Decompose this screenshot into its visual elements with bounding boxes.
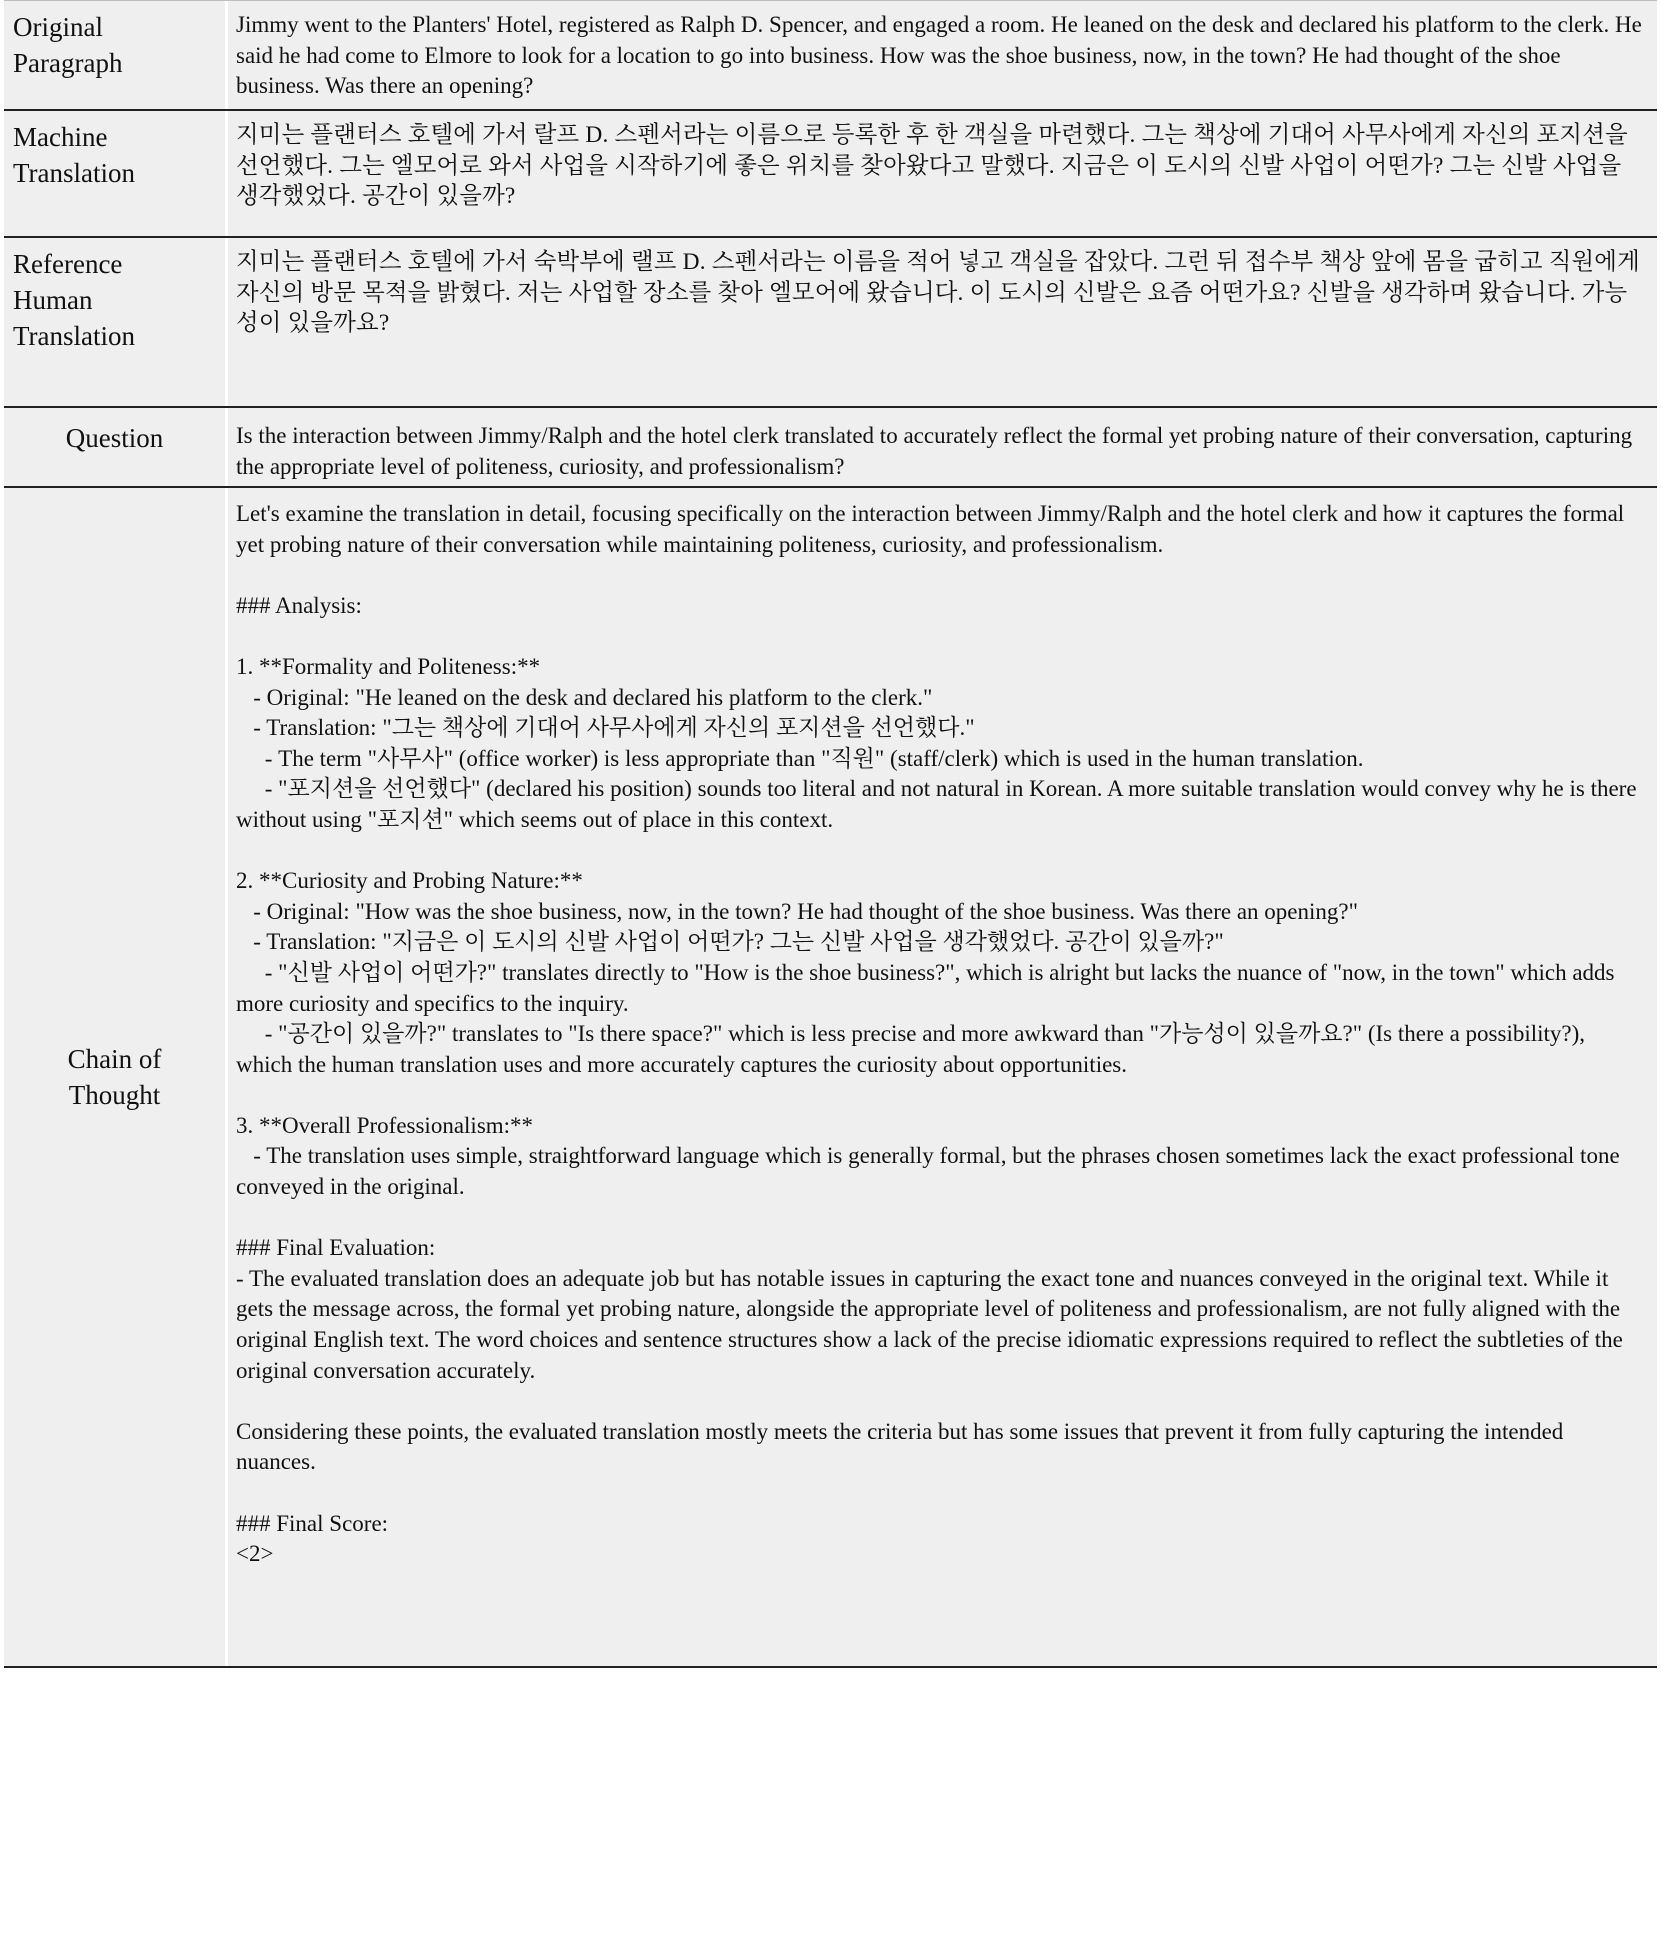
original-paragraph-label: Original Paragraph — [4, 1, 228, 109]
machine-translation-text: 지미는 플랜터스 호텔에 가서 랄프 D. 스펜서라는 이름으로 등록한 후 한 객실을 마련했다. 그는 책상에 기대어 사무사에게 자신의 포지션을 선언했다. 그는 엘모어로 와서 사업을 시작하기에 좋은 위치를 찾아왔다고 말했다. 지금은 이 도시의 신발 사업이 어떤가? 그는 신발 사업을 생각했었다. 공간이 있을까? — [236, 122, 1634, 210]
evaluation-table — [4, 0, 1657, 1668]
chain-of-thought-label: Chain of Thought — [4, 488, 228, 1666]
reference-translation-text: 지미는 플랜터스 호텔에 가서 숙박부에 랠프 D. 스펜서라는 이름을 적어 넣고 객실을 잡았다. 그런 뒤 접수부 책상 앞에 몸을 굽히고 직원에게 자신의 방문 목적을 밝혔다. 저는 사업할 장소를 찾아 엘모어에 왔습니다. 이 도시의 신발은 요즘 어떤가요? 신발을 생각하며 왔습니다. 가능성이 있을까요? — [236, 249, 1646, 337]
reference-translation-label: Reference Human Translation — [4, 238, 228, 406]
chain-of-thought-text: Let's examine the translation in detail, focusing specifically on the interaction between Jimmy/Ralph and the hotel clerk and how it captures the formal yet probing nature of their conversation while maintaining politeness, curiosity, and professionalism. ### Analysis: 1. **Formality and Politeness:** - Original: "He leaned on the desk and declared his platform to the clerk." - Translation: "그는 책상에 기대어 사무사에게 자신의 포지션을 선언했다." - The term "사무사" (office worker) is less appropriate than "직원" (staff/clerk) which is used in the human translation. - "포지션을 선언했다" (declared his position) sounds too literal and not natural in Korean. A more suitable translation would convey why he is there without using "포지션" which seems out of place in this context. 2. **Curiosity and Probing Nature:** - Original: "How was the shoe business, now, in the town? He had thought of the shoe business. Was there an opening?" - Translation: "지금은 이 도시의 신발 사업이 어떤가? 그는 신발 사업을 생각했었다. 공간이 있을까?" - "신발 사업이 어떤가?" translates directly to "How is the shoe business?", which is alright but lacks the nuance of "now, in the town" which adds more curiosity and specifics to the inquiry. - "공간이 있을까?" translates to "Is there space?" which is less precise and more awkward than "가능성이 있을까요?" (Is there a possibility?), which the human translation uses and more accurately captures the curiosity about opportunities. 3. **Overall Professionalism:** - The translation uses simple, straightforward language which is generally formal, but the phrases chosen sometimes lack the exact professional tone conveyed in the original. ### Final Evaluation: - The evaluated translation does an adequate job but has notable issues in capturing the exact tone and nuances conveyed in the original text. While it gets the message across, the formal yet probing nature, alongside the appropriate level of politeness and professionalism, are not fully aligned with the original English text. The word choices and sentence structures show a lack of the precise idiomatic expressions required to reflect the subtleties of the original conversation accurately. Considering these points, the evaluated translation mostly meets the criteria but has some issues that prevent it from fully capturing the intended nuances. ### Final Score: <2> — [236, 501, 1637, 1567]
question-label: Question — [4, 408, 228, 486]
reference-translation-row — [4, 238, 1657, 408]
question-row — [4, 408, 1657, 488]
chain-of-thought-row — [4, 488, 1657, 1668]
question-text: Is the interaction between Jimmy/Ralph and the hotel clerk translated to accurately reflect the formal yet probing nature of their conversation, capturing the appropriate level of politeness, curiosity, and professionalism? — [236, 423, 1638, 479]
machine-translation-label: Machine Translation — [4, 111, 228, 236]
original-paragraph-text: Jimmy went to the Planters' Hotel, registered as Ralph D. Spencer, and engaged a room. He leaned on the desk and declared his platform to the clerk. He said he had come to Elmore to look for a location to go into business. How was the shoe business, now, in the town? He had thought of the shoe business. Was there an opening? — [236, 12, 1648, 99]
original-paragraph-row — [4, 1, 1657, 111]
machine-translation-row — [4, 111, 1657, 238]
